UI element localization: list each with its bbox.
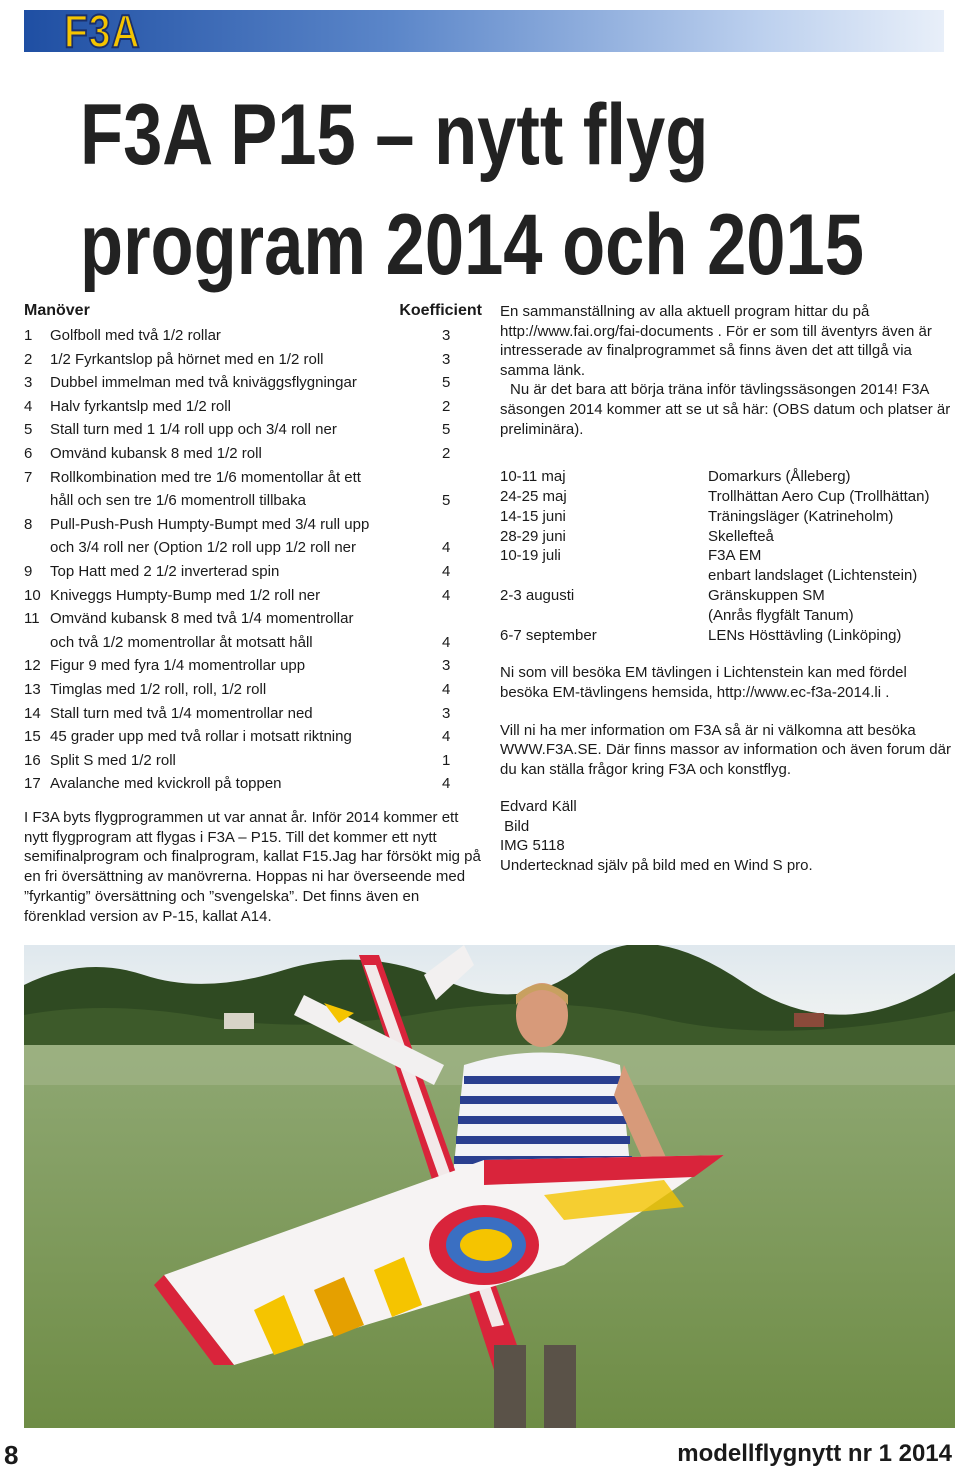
maneuver-row [24, 772, 482, 796]
schedule-date: 24-25 maj [500, 487, 567, 505]
maneuver-row [24, 702, 482, 726]
maneuver-row [24, 607, 482, 631]
maneuver-row [24, 418, 482, 442]
maneuver-description: Omvänd kubansk 8 med två 1/4 momentrollar [50, 610, 354, 628]
schedule-row [500, 626, 958, 646]
maneuver-table-header [24, 302, 482, 324]
schedule-row [500, 546, 958, 566]
maneuver-coefficient: 4 [442, 586, 451, 604]
maneuver-number: 2 [24, 350, 33, 368]
schedule-date: 10-19 juli [500, 547, 561, 565]
maneuver-row [24, 584, 482, 608]
maneuver-row [24, 654, 482, 678]
maneuver-description: Top Hatt med 2 1/2 inverterad spin [50, 562, 280, 580]
schedule-event: F3A EM [708, 547, 762, 565]
schedule-row [500, 606, 958, 626]
schedule-event: LENs Hösttävling (Linköping) [708, 626, 902, 644]
maneuver-description-continued: och två 1/2 momentrollar åt motsatt håll [50, 633, 313, 651]
photo-illustration [24, 945, 955, 1428]
schedule-event: (Anrås flygfält Tanum) [708, 606, 854, 624]
maneuver-row [24, 371, 482, 395]
maneuver-description: Golfboll med två 1/2 rollar [50, 327, 221, 344]
maneuver-number: 3 [24, 374, 33, 392]
maneuver-description: 45 grader upp med två rollar i motsatt riktning [50, 728, 352, 746]
maneuver-row [24, 749, 482, 773]
maneuver-number: 9 [24, 562, 33, 580]
maneuver-description: Timglas med 1/2 roll, roll, 1/2 roll [50, 680, 267, 698]
maneuver-coefficient: 4 [442, 680, 451, 698]
schedule-row [500, 467, 958, 487]
paragraph-programs-link: En sammanställning av alla aktuell program hittar du på http://www.fai.org/fai-documents . För er som till äventyrs även är intresserade av finalprogrammet så finns även det att tillgå via samma länk. [500, 303, 932, 379]
maneuver-row [24, 324, 482, 348]
schedule-event: Skellefteå [708, 527, 774, 545]
maneuver-coefficient: 5 [442, 374, 451, 392]
maneuver-description: Pull-Push-Push Humpty-Bumpt med 3/4 rull upp [50, 515, 370, 533]
maneuver-description: Split S med 1/2 roll [50, 751, 176, 769]
photo-caption: Undertecknad själv på bild med en Wind S pro. [500, 857, 813, 875]
maneuver-description-continued: och 3/4 roll ner (Option 1/2 roll upp 1/2 roll ner [50, 539, 356, 557]
paragraph-em-info: Ni som vill besöka EM tävlingen i Lichtenstein kan med fördel besöka EM-tävlingens hemsida, http://www.ec-f3a-2014.li . [500, 664, 907, 701]
left-column [24, 302, 482, 942]
maneuver-description: Stall turn med 1 1/4 roll upp och 3/4 roll ner [50, 421, 337, 439]
schedule-event: Gränskuppen SM [708, 586, 825, 604]
maneuver-description: Halv fyrkantslp med 1/2 roll [50, 397, 231, 415]
maneuver-row [24, 513, 482, 537]
maneuver-coefficient: 3 [442, 350, 451, 368]
maneuver-coefficient: 1 [442, 751, 451, 769]
maneuver-number: 10 [24, 586, 41, 604]
schedule-date: 10-11 maj [500, 468, 566, 486]
maneuver-number: 16 [24, 751, 41, 769]
page-number: 8 [4, 1440, 19, 1470]
maneuver-coefficient: 3 [442, 327, 451, 344]
maneuver-description: Dubbel immelman med två kniväggsflygningar [50, 374, 357, 392]
maneuver-row [24, 466, 482, 490]
col-maneuver-label: Manöver [24, 302, 90, 319]
schedule-date: 14-15 juni [500, 507, 566, 525]
headline-line2: program 2014 och 2015 [80, 197, 864, 293]
right-column [500, 302, 958, 876]
maneuver-number: 7 [24, 468, 33, 486]
maneuver-coefficient: 4 [442, 775, 451, 793]
maneuver-coefficient: 4 [442, 539, 451, 557]
maneuver-number: 14 [24, 704, 41, 722]
maneuver-row [24, 442, 482, 466]
maneuver-number: 13 [24, 680, 41, 698]
maneuver-number: 4 [24, 397, 33, 415]
maneuver-description: 1/2 Fyrkantslop på hörnet med en 1/2 roll [50, 350, 324, 368]
schedule-row [500, 586, 958, 606]
maneuver-coefficient: 2 [442, 397, 451, 415]
maneuver-row-continued [24, 631, 482, 655]
maneuver-row [24, 348, 482, 372]
maneuver-row [24, 678, 482, 702]
maneuver-description: Kniveggs Humpty-Bump med 1/2 roll ner [50, 586, 321, 604]
paragraph-season-intro: Nu är det bara att börja träna inför tävlingssäsongen 2014! F3A säsongen 2014 kommer att se ut så här: (OBS datum och platser är preliminära). [500, 381, 951, 438]
maneuver-number: 15 [24, 728, 41, 746]
maneuver-number: 5 [24, 421, 33, 439]
maneuver-row-continued [24, 536, 482, 560]
header-band [24, 10, 944, 52]
maneuver-number: 6 [24, 444, 33, 462]
maneuver-number: 11 [24, 610, 40, 628]
maneuver-coefficient: 3 [442, 704, 451, 722]
maneuver-description: Figur 9 med fyra 1/4 momentrollar upp [50, 657, 306, 675]
maneuver-coefficient: 5 [442, 492, 451, 510]
maneuver-description: Avalanche med kvickroll på toppen [50, 775, 282, 793]
maneuver-list [24, 324, 482, 796]
pilot-with-model-plane-photo [24, 945, 955, 1428]
maneuver-number: 8 [24, 515, 33, 533]
schedule-event: Träningsläger (Katrineholm) [708, 507, 894, 525]
schedule-row [500, 527, 958, 547]
maneuver-description: Rollkombination med tre 1/6 momentollar åt ett [50, 468, 361, 486]
maneuver-number: 12 [24, 657, 41, 675]
col-coefficient-label: Koefficient [399, 302, 482, 319]
schedule-event: enbart landslaget (Lichtenstein) [708, 567, 918, 585]
signature-image-ref: IMG 5118 [500, 837, 565, 855]
schedule-row [500, 566, 958, 586]
schedule-date [500, 566, 708, 586]
maneuver-description-continued: håll och sen tre 1/6 momentroll tillbaka [50, 492, 306, 510]
maneuver-row-continued [24, 489, 482, 513]
schedule-date: 2-3 augusti [500, 586, 575, 604]
maneuver-description: Omvänd kubansk 8 med 1/2 roll [50, 444, 262, 462]
schedule-date [500, 606, 708, 626]
maneuver-coefficient: 4 [442, 728, 451, 746]
maneuver-row [24, 395, 482, 419]
maneuver-coefficient: 4 [442, 562, 451, 580]
headline-line1: F3A P15 – nytt flyg [80, 87, 709, 183]
season-schedule [500, 467, 958, 645]
maneuver-description: Stall turn med två 1/4 momentrollar ned [50, 704, 313, 722]
magazine-footer: modellflygnytt nr 1 2014 [677, 1440, 952, 1467]
schedule-event: Domarkurs (Ålleberg) [708, 468, 851, 486]
section-tag: F3A [64, 5, 141, 57]
schedule-date: 28-29 juni [500, 527, 566, 545]
maneuver-coefficient: 3 [442, 657, 451, 675]
signature-photo-credit: Bild [500, 817, 530, 835]
intro-paragraph: I F3A byts flygprogrammen ut var annat år. Inför 2014 kommer ett nytt flygprogram att flygas i F3A – P15. Till det kommer ett nytt semifinalprogram och finalprogram, kallat F15.Jag har försökt mig på en fri översättning av manövrerna. Hoppas ni har överseende med ”fyrkantig” översättning och ”svengelska”. Det finns även en förenklad version av P-15, kallat A14. [24, 808, 481, 925]
maneuver-row [24, 725, 482, 749]
paragraph-more-info: Vill ni ha mer information om F3A så är ni välkomna att besöka WWW.F3A.SE. Där finns massor av information och även forum där du kan ställa frågor kring F3A och konstflyg. [500, 721, 951, 778]
schedule-row [500, 507, 958, 527]
schedule-row [500, 487, 958, 507]
schedule-date: 6-7 september [500, 626, 597, 644]
maneuver-number: 17 [24, 775, 41, 793]
signature-name: Edvard Käll [500, 798, 577, 816]
maneuver-coefficient: 2 [442, 444, 451, 462]
schedule-event: Trollhättan Aero Cup (Trollhättan) [708, 487, 930, 505]
maneuver-coefficient: 5 [442, 421, 451, 439]
headline [80, 80, 864, 300]
maneuver-number: 1 [24, 327, 33, 344]
maneuver-coefficient: 4 [442, 633, 451, 651]
maneuver-row [24, 560, 482, 584]
